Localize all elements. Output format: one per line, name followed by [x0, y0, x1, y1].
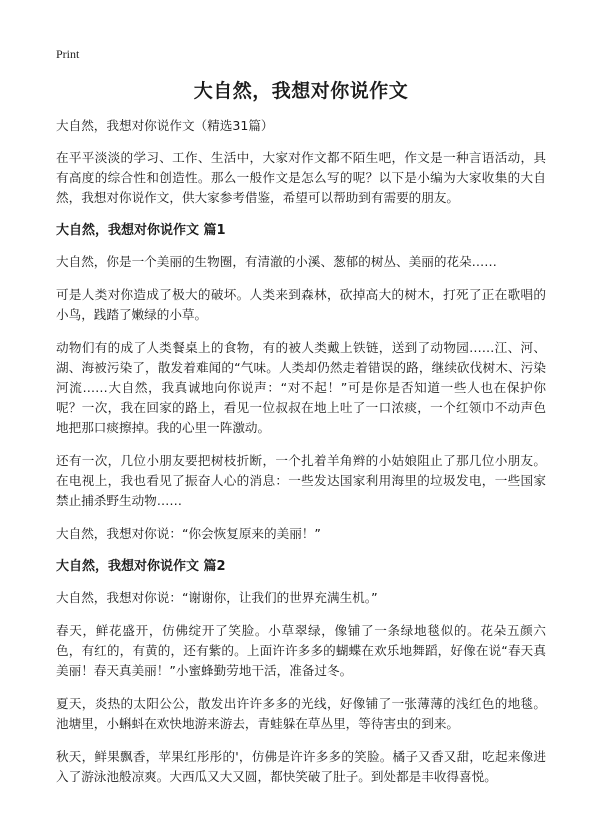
paragraph: 可是人类对你造成了极大的破坏。人类来到森林，砍掉高大的树木，打死了正在歌唱的小鸟，践踏了嫩绿的小草。 — [56, 287, 546, 322]
paragraph: 夏天，炎热的太阳公公，散发出许许多多的光线，好像铺了一张薄薄的浅红色的地毯。池塘里，小蝌蚪在欢快地游来游去，青蛙躲在草丛里，等待害虫的到来。 — [56, 696, 546, 731]
paragraph: 秋天，鲜果飘香，苹果红彤彤的'，仿佛是许许多多的笑脸。橘子又香又甜，吃起来像进入了游泳池般凉爽。大西瓜又大又圆，都快笑破了肚子。到处都是丰收得喜悦。 — [56, 749, 546, 784]
print-link[interactable]: Print — [56, 47, 80, 61]
article — [56, 76, 546, 800]
intro-paragraph: 在平平淡淡的学习、工作、生活中，大家对作文都不陌生吧，作文是一种言语活动，具有高度的综合性和创造性。那么一般作文是怎么写的呢？以下是小编为大家收集的大自然，我想对你说作文，供大家参考借鉴，希望可以帮助到有需要的朋友。 — [56, 150, 546, 205]
paragraph: 大自然，你是一个美丽的生物圈，有清澈的小溪、葱郁的树丛、美丽的花朵…… — [56, 254, 497, 269]
paragraph: 还有一次，几位小朋友要把树枝折断，一个扎着羊角辫的小姑娘阻止了那几位小朋友。在电视上，我也看见了振奋人心的消息：一些发达国家利用海里的垃圾发电，一些国家禁止捕杀野生动物…… — [56, 453, 546, 508]
page-title: 大自然，我想对你说作文 — [193, 80, 409, 102]
paragraph: 动物们有的成了人类餐桌上的食物，有的被人类戴上铁链，送到了动物园……江、河、湖、海被污染了，散发着难闻的“气味。人类却仍然走着错误的路，继续砍伐树木、污染河流……大自然，我真诚地向你说声：“对不起！”可是你是否知道一些人也在保护你呢？一次，我在回家的路上，看见一位叔叔在地上吐了一口浓痰，一个红领巾不动声色地把那口痰擦掉。我的心里一阵激动。 — [56, 340, 546, 435]
paragraph: 春天，鲜花盛开，仿佛绽开了笑脸。小草翠绿，像铺了一条绿地毯似的。花朵五颜六色，有红的，有黄的，还有紫的。上面许许多多的蝴蝶在欢乐地舞蹈，好像在说“春天真美丽！春天真美丽！”小蜜蜂勤劳地干活，准备过冬。 — [56, 623, 546, 678]
section-heading: 大自然，我想对你说作文 篇2 — [56, 559, 226, 574]
section-heading: 大自然，我想对你说作文 篇1 — [56, 223, 226, 238]
paragraph: 大自然，我想对你说：“你会恢复原来的美丽！” — [56, 526, 321, 541]
paragraph: 大自然，我想对你说：“谢谢你，让我们的世界充满生机。” — [56, 590, 378, 605]
article-subtitle: 大自然，我想对你说作文（精选31篇） — [56, 118, 274, 133]
